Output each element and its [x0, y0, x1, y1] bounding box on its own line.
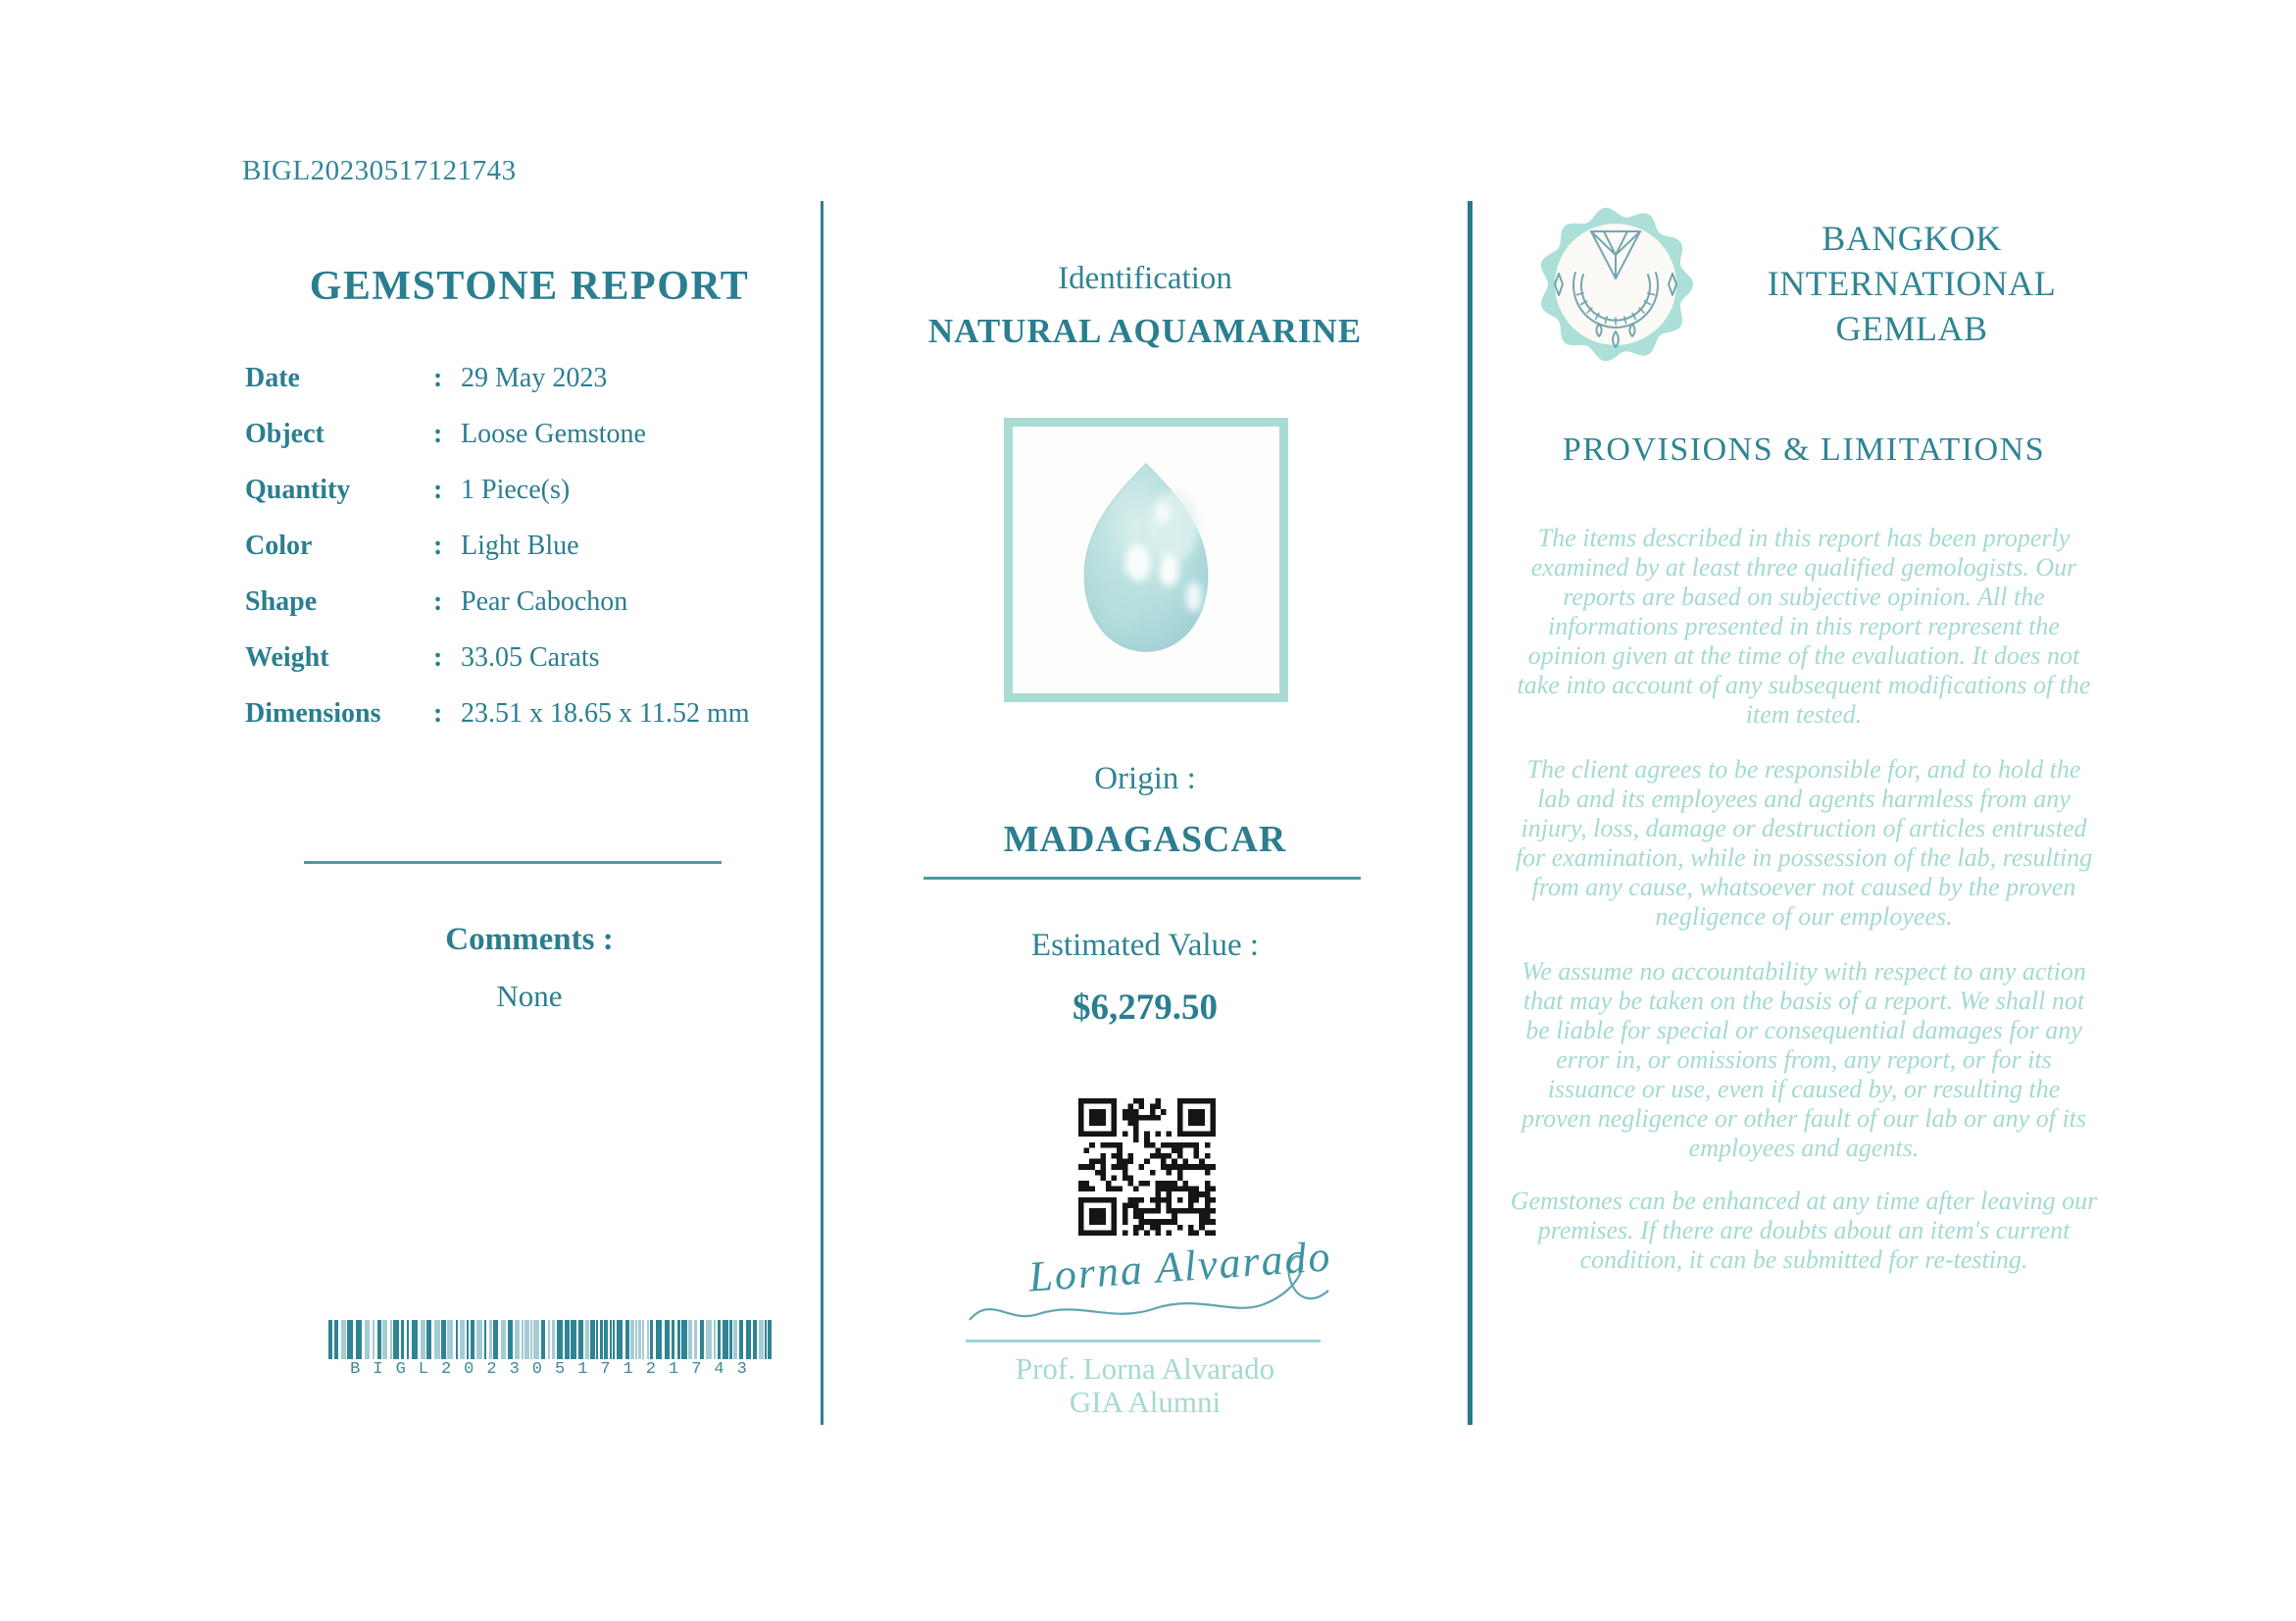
row-label: Object — [245, 418, 324, 449]
lab-name-line: BANGKOK — [1822, 219, 2002, 258]
row-label: Shape — [245, 585, 318, 617]
provisions-text — [1510, 524, 2098, 1301]
row-value: Pear Cabochon — [461, 585, 628, 617]
barcode-bars — [328, 1320, 781, 1359]
gem-image — [1022, 435, 1271, 684]
row-label: Weight — [245, 641, 329, 673]
identification-label: Identification — [1058, 261, 1232, 296]
lab-name-line: GEMLAB — [1835, 309, 1988, 348]
table-row-quantity — [245, 462, 814, 518]
left-divider-line — [304, 861, 722, 864]
row-colon: : — [433, 530, 443, 561]
row-value: 29 May 2023 — [461, 362, 608, 393]
row-value: 33.05 Carats — [461, 641, 600, 673]
table-row-object — [245, 406, 814, 462]
table-row-weight — [245, 630, 814, 685]
row-value: Loose Gemstone — [461, 418, 646, 449]
column-divider-right — [1468, 201, 1472, 1425]
row-colon: : — [433, 362, 443, 393]
signer-title: GIA Alumni — [1069, 1385, 1222, 1419]
comments-label: Comments : — [445, 922, 614, 957]
row-value: Light Blue — [461, 530, 579, 561]
row-label: Date — [245, 362, 300, 393]
row-label: Color — [245, 530, 313, 561]
middle-divider-line — [923, 877, 1361, 880]
page-title: GEMSTONE REPORT — [309, 264, 750, 309]
qr-code — [1078, 1098, 1216, 1236]
barcode — [328, 1320, 781, 1379]
row-label: Quantity — [245, 474, 351, 505]
signer-name: Prof. Lorna Alvarado — [1015, 1351, 1275, 1386]
comments-value: None — [496, 979, 563, 1013]
estimated-value-label: Estimated Value : — [1030, 928, 1260, 963]
row-label: Dimensions — [245, 697, 381, 729]
provisions-paragraph: Gemstones can be enhanced at any time after leaving our premises. If there are doubts about an item's current condition, it can be submitted for re-testing. — [1510, 1187, 2098, 1274]
provisions-paragraph: The client agrees to be responsible for, and to hold the lab and its employees and agents harmless from any injury, loss, damage or destruction of articles entrusted for examination, while in possession of the lab, resulting from any cause, whatsoever not caused by the proven negligence of our employees. — [1515, 755, 2093, 931]
provisions-title: PROVISIONS & LIMITATIONS — [1562, 431, 2046, 468]
provisions-paragraph: We assume no accountability with respect to any action that may be taken on the basis of a report. We shall not be liable for special or consequential damages for any error in, or omissions from, any report, or for its issuance or use, even if caused by, or resulting the proven negligence or other fault of our lab or any of its employees and agents. — [1521, 957, 2087, 1162]
signature-name: Lorna Alvarado — [1026, 1232, 1333, 1301]
table-row-date — [245, 350, 814, 406]
row-value: 23.51 x 18.65 x 11.52 mm — [461, 697, 750, 729]
row-colon: : — [433, 474, 443, 505]
origin-value: MADAGASCAR — [1003, 819, 1287, 860]
table-row-dimensions — [245, 685, 814, 741]
gemlab-seal-icon — [1532, 196, 1699, 373]
identification-value: NATURAL AQUAMARINE — [927, 312, 1363, 350]
row-colon: : — [433, 697, 443, 729]
column-divider-left — [821, 201, 824, 1425]
row-colon: : — [433, 418, 443, 449]
report-number: BIGL20230517121743 — [242, 155, 517, 186]
row-colon: : — [433, 641, 443, 673]
row-value: 1 Piece(s) — [461, 474, 571, 505]
lab-name-line: INTERNATIONAL — [1767, 264, 2057, 303]
estimated-value: $6,279.50 — [1073, 988, 1218, 1028]
signature — [964, 1234, 1336, 1342]
row-colon: : — [433, 585, 443, 617]
provisions-paragraph: The items described in this report has been properly examined by at least three qualified gemologists. Our reports are based on subjective opinion. All the informations presented in this report represent the opinion given at the time of the evaluation. It does not take into account of any subsequent modifications of the item tested. — [1517, 524, 2091, 729]
lab-name — [1740, 216, 2083, 351]
signature-line — [966, 1340, 1321, 1342]
gem-details-table — [245, 350, 814, 741]
origin-label: Origin : — [1094, 761, 1196, 796]
table-row-shape — [245, 574, 814, 630]
barcode-text: BIGL20230517121743 — [350, 1360, 760, 1379]
table-row-color — [245, 518, 814, 574]
gemstone-photo — [1004, 418, 1288, 702]
